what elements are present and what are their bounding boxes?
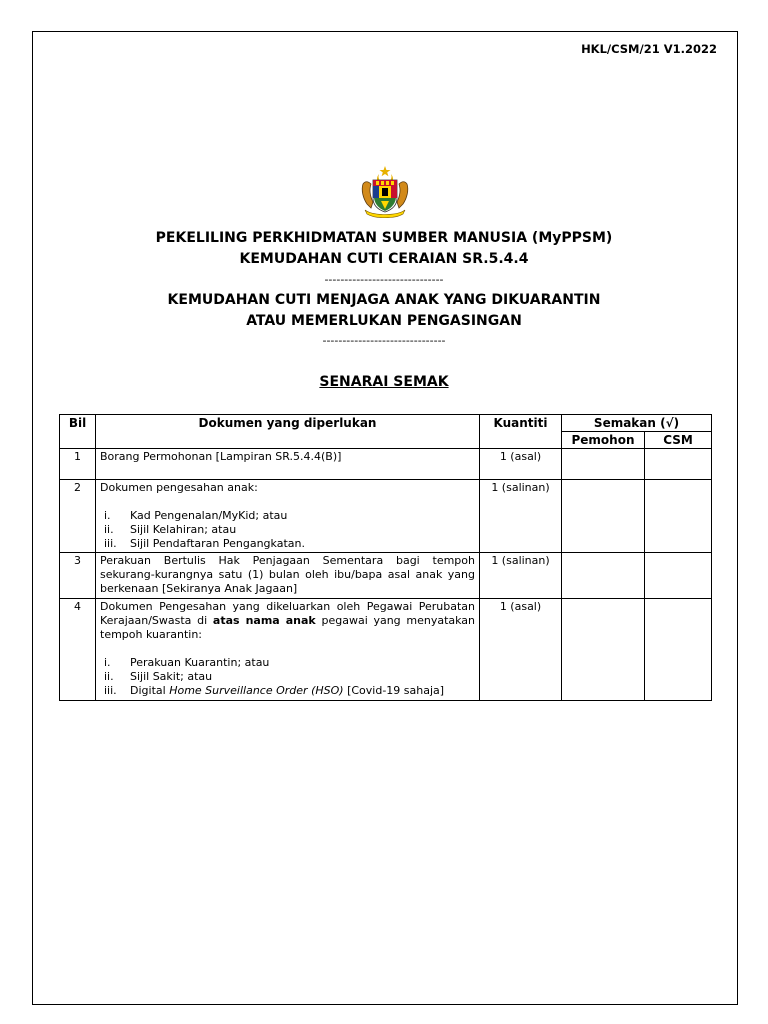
column-header-dokumen: Dokumen yang diperlukan [96, 415, 480, 449]
list-number: i. [104, 509, 111, 522]
list-item [100, 523, 475, 537]
pemohon-check-cell[interactable] [562, 449, 645, 480]
list-text: Kad Pengenalan/MyKid; atau [130, 509, 288, 522]
list-item [100, 509, 475, 523]
row-number: 4 [60, 599, 96, 701]
section-heading: SENARAI SEMAK [319, 374, 449, 390]
title-separator-1: ------------------------------ [324, 273, 444, 286]
list-text: Perakuan Kuarantin; atau [130, 656, 270, 669]
pemohon-check-cell[interactable] [562, 599, 645, 701]
malaysia-coat-of-arms-icon [357, 164, 413, 220]
list-item [100, 670, 475, 684]
list-text-part: Digital [130, 684, 166, 697]
document-intro [100, 600, 475, 642]
column-header-bil: Bil [60, 415, 96, 449]
table-header-row [60, 415, 712, 432]
pemohon-check-cell[interactable] [562, 480, 645, 553]
document-intro: Dokumen pengesahan anak: [100, 481, 258, 494]
document-description [96, 599, 480, 701]
list-number: ii. [104, 523, 114, 536]
column-header-kuantiti: Kuantiti [480, 415, 562, 449]
list-text: Sijil Sakit; atau [130, 670, 213, 683]
table-row [60, 599, 712, 701]
document-title-line-1: PEKELILING PERKHIDMATAN SUMBER MANUSIA (MyPPSM) [155, 230, 613, 246]
document-text-bold: atas nama anak [212, 614, 316, 627]
list-item [100, 684, 475, 698]
list-number: iii. [104, 537, 117, 550]
quantity: 1 (asal) [480, 449, 562, 480]
document-subtitle-line-1: KEMUDAHAN CUTI MENJAGA ANAK YANG DIKUARANTIN [167, 292, 601, 308]
document-subtitle-line-2: ATAU MEMERLUKAN PENGASINGAN [246, 313, 522, 329]
row-number: 3 [60, 553, 96, 599]
pemohon-check-cell[interactable] [562, 553, 645, 599]
csm-check-cell[interactable] [645, 553, 712, 599]
list-text-part: [Covid-19 sahaja] [347, 684, 445, 697]
document-text-part: pegawai yang menyatakan tempoh kuarantin: [100, 614, 476, 641]
table-row [60, 480, 712, 553]
document-description: Borang Permohonan [Lampiran SR.5.4.4(B)] [96, 449, 480, 480]
column-header-semakan: Semakan (√) [562, 415, 712, 432]
quantity: 1 (asal) [480, 599, 562, 701]
column-header-pemohon: Pemohon [562, 432, 645, 449]
list-text: Sijil Pendaftaran Pengangkatan. [130, 537, 305, 550]
list-number: ii. [104, 670, 114, 683]
list-number: iii. [104, 684, 117, 697]
list-number: i. [104, 656, 111, 669]
table-row [60, 449, 712, 480]
csm-check-cell[interactable] [645, 480, 712, 553]
list-text [130, 684, 444, 698]
quantity: 1 (salinan) [480, 480, 562, 553]
list-text: Sijil Kelahiran; atau [130, 523, 237, 536]
title-separator-2: ------------------------------- [322, 334, 446, 347]
list-text-italic: Home Surveillance Order (HSO) [169, 684, 344, 697]
document-description: Perakuan Bertulis Hak Penjagaan Sementara bagi tempoh sekurang-kurangnya satu (1) bulan oleh ibu/bapa asal anak yang berkenaan [Sekiranya Anak Jagaan] [96, 553, 480, 599]
document-reference-code: HKL/CSM/21 V1.2022 [581, 42, 717, 56]
csm-check-cell[interactable] [645, 599, 712, 701]
csm-check-cell[interactable] [645, 449, 712, 480]
document-text-part: Dokumen Pengesahan yang dikeluarkan oleh Pegawai Perubatan Kerajaan/Swasta di [100, 600, 475, 627]
column-header-csm: CSM [645, 432, 712, 449]
document-description [96, 480, 480, 553]
quantity: 1 (salinan) [480, 553, 562, 599]
document-title-line-2: KEMUDAHAN CUTI CERAIAN SR.5.4.4 [239, 251, 529, 267]
list-item [100, 537, 475, 551]
checklist-table [59, 414, 712, 701]
list-item [100, 656, 475, 670]
row-number: 1 [60, 449, 96, 480]
table-row [60, 553, 712, 599]
row-number: 2 [60, 480, 96, 553]
